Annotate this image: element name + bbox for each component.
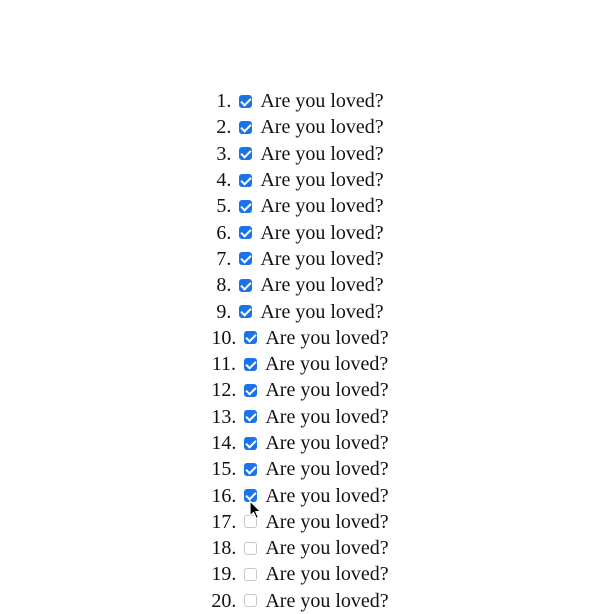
list-item [0,114,600,140]
question-label: Are you loved? [265,458,389,481]
question-label: Are you loved? [265,326,389,349]
list-item [0,404,600,430]
list-item [0,351,600,377]
checkbox-checked[interactable] [239,226,252,239]
checkbox-unchecked[interactable] [244,594,257,607]
item-number: 19. [211,563,237,586]
checkbox-checked[interactable] [239,279,252,292]
question-label: Are you loved? [260,116,384,139]
list-item [0,535,600,561]
item-number: 13. [211,405,237,428]
question-label: Are you loved? [264,353,389,376]
item-number: 1. [216,90,232,113]
checkbox-unchecked[interactable] [244,568,257,581]
question-label: Are you loved? [260,300,384,323]
item-number: 16. [211,484,237,507]
checkbox-checked[interactable] [244,437,257,450]
list-item [0,193,600,219]
list-item [0,298,600,324]
item-number: 15. [211,458,237,481]
question-label: Are you loved? [260,274,384,297]
checkbox-checked[interactable] [239,305,252,318]
checkbox-checked[interactable] [244,489,257,502]
list-item [0,246,600,272]
item-number: 17. [211,510,237,533]
checkbox-unchecked[interactable] [244,542,257,555]
checkbox-checked[interactable] [244,358,257,371]
checkbox-checked[interactable] [244,384,257,397]
list-item [0,88,600,114]
checkbox-checked[interactable] [239,147,252,160]
checkbox-list [0,88,600,614]
list-item [0,272,600,298]
checkbox-checked[interactable] [239,121,252,134]
checkbox-checked[interactable] [244,410,257,423]
list-item [0,377,600,403]
list-item [0,219,600,245]
item-number: 11. [211,353,236,376]
question-label: Are you loved? [265,432,389,454]
item-number: 14. [211,432,237,454]
item-number: 10. [211,326,237,349]
list-item [0,482,600,508]
question-label: Are you loved? [265,379,389,402]
checkbox-unchecked[interactable] [244,515,257,528]
list-item [0,325,600,351]
list-item [0,430,600,456]
item-number: 4. [216,169,232,192]
question-label: Are you loved? [260,169,384,192]
list-item [0,141,600,167]
item-number: 3. [216,142,232,165]
item-number: 5. [216,195,232,218]
question-label: Are you loved? [260,195,384,218]
item-number: 9. [216,300,232,323]
item-number: 8. [216,274,232,297]
question-label: Are you loved? [265,563,389,586]
checkbox-checked[interactable] [244,463,257,476]
question-label: Are you loved? [265,484,389,507]
question-label: Are you loved? [260,142,384,165]
question-label: Are you loved? [260,221,384,244]
list-item [0,456,600,482]
checkbox-checked[interactable] [239,95,252,108]
item-number: 7. [216,247,232,270]
checkbox-checked[interactable] [244,331,257,344]
question-label: Are you loved? [260,90,384,113]
list-item [0,561,600,587]
question-label: Are you loved? [260,247,384,270]
question-label: Are you loved? [265,405,389,428]
question-label: Are you loved? [265,510,389,533]
checkbox-checked[interactable] [239,174,252,187]
item-number: 18. [211,537,237,560]
list-item [0,167,600,193]
item-number: 12. [211,379,237,402]
item-number: 6. [216,221,232,244]
item-number: 20. [211,589,237,612]
checkbox-checked[interactable] [239,200,252,213]
list-item [0,588,600,614]
checkbox-checked[interactable] [239,252,252,265]
list-item [0,509,600,535]
item-number: 2. [216,116,232,139]
question-label: Are you loved? [265,589,389,612]
question-label: Are you loved? [265,537,389,560]
